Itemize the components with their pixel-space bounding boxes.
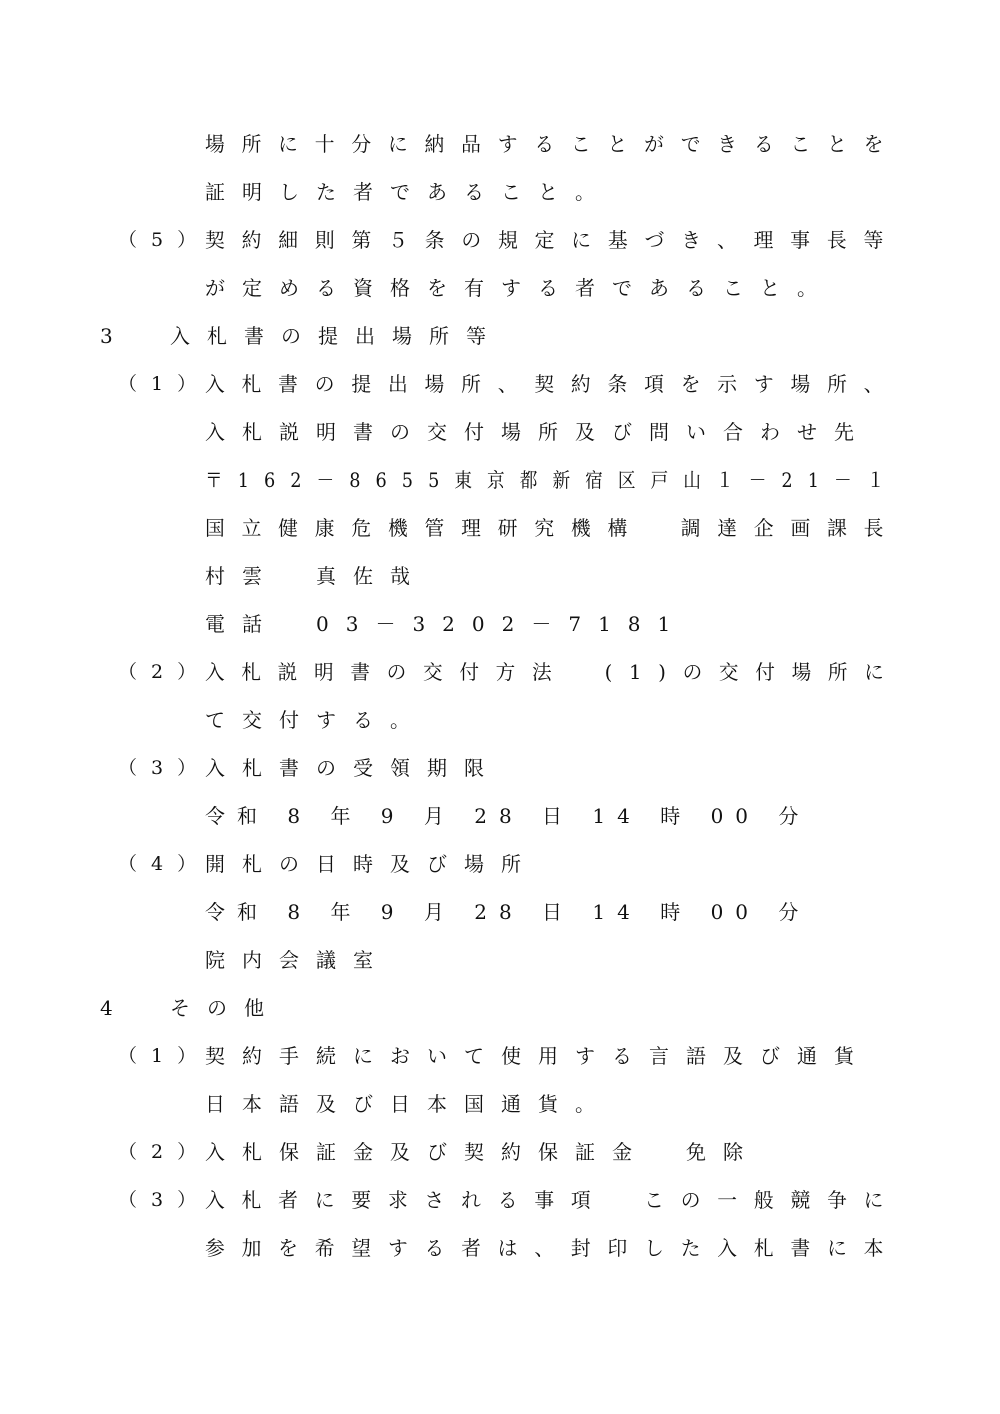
section-number: 4	[100, 996, 113, 1020]
text-line	[0, 1132, 1000, 1172]
text-line	[0, 124, 1000, 164]
text-line	[0, 556, 1000, 596]
line-text: 証明した者であること。	[205, 180, 612, 204]
phone-line	[0, 604, 1000, 644]
text-line	[0, 1180, 1000, 1220]
line-text: 入札書の提出場所、契約条項を示す場所、	[205, 372, 901, 396]
line-text: 電話 03－3202－7181	[205, 612, 688, 636]
text-line	[0, 172, 1000, 212]
text-line	[0, 364, 1000, 404]
text-line	[0, 220, 1000, 260]
text-line	[0, 748, 1000, 788]
line-text: 入札書の受領期限	[205, 756, 501, 780]
section-title: 入札書の提出場所等	[170, 324, 503, 348]
text-line	[0, 268, 1000, 308]
line-text: 入札保証金及び契約保証金 免除	[205, 1140, 760, 1164]
item-number: （2）	[118, 1141, 211, 1163]
line-text: 院内会議室	[205, 948, 390, 972]
item-number: （1）	[118, 373, 211, 395]
line-text: 令和 8 年 9 月 28 日 14 時 00 分	[205, 900, 811, 924]
text-line	[0, 844, 1000, 884]
line-text: 入札者に要求される事項 この一般競争に	[205, 1188, 901, 1212]
line-text: 入札説明書の交付場所及び問い合わせ先	[205, 420, 871, 444]
item-number: （1）	[118, 1045, 211, 1067]
text-line	[0, 508, 1000, 548]
line-text: 〒162－8655東京都新宿区戸山１－21－１	[205, 468, 900, 492]
item-number: （4）	[118, 853, 211, 875]
text-line	[0, 1036, 1000, 1076]
line-text: 参加を希望する者は、封印した入札書に本	[205, 1236, 901, 1260]
section-title: その他	[170, 996, 281, 1020]
section-heading	[0, 316, 1000, 356]
text-line	[0, 940, 1000, 980]
line-text: が定める資格を有する者であること。	[205, 276, 834, 300]
item-number: （3）	[118, 1189, 211, 1211]
item-number: （3）	[118, 757, 211, 779]
text-line	[0, 652, 1000, 692]
line-text: 入札説明書の交付方法 (1)の交付場所に	[205, 660, 901, 684]
date-line	[0, 892, 1000, 932]
section-number: 3	[100, 324, 113, 348]
line-text: 場所に十分に納品することができることを	[205, 132, 901, 156]
item-number: （5）	[118, 229, 211, 251]
line-text: 村雲 真佐哉	[205, 564, 427, 588]
line-text: て交付する。	[205, 708, 427, 732]
section-heading	[0, 988, 1000, 1028]
line-text: 契約細則第５条の規定に基づき、理事長等	[205, 228, 901, 252]
line-text: 令和 8 年 9 月 28 日 14 時 00 分	[205, 804, 811, 828]
line-text: 国立健康危機管理研究機構 調達企画課長	[205, 516, 901, 540]
line-text: 契約手続において使用する言語及び通貨	[205, 1044, 871, 1068]
address-line	[0, 460, 1000, 500]
line-text: 開札の日時及び場所	[205, 852, 538, 876]
text-line	[0, 1084, 1000, 1124]
text-line	[0, 1228, 1000, 1268]
item-number: （2）	[118, 661, 211, 683]
text-line	[0, 700, 1000, 740]
text-line	[0, 412, 1000, 452]
date-line	[0, 796, 1000, 836]
line-text: 日本語及び日本国通貨。	[205, 1092, 612, 1116]
